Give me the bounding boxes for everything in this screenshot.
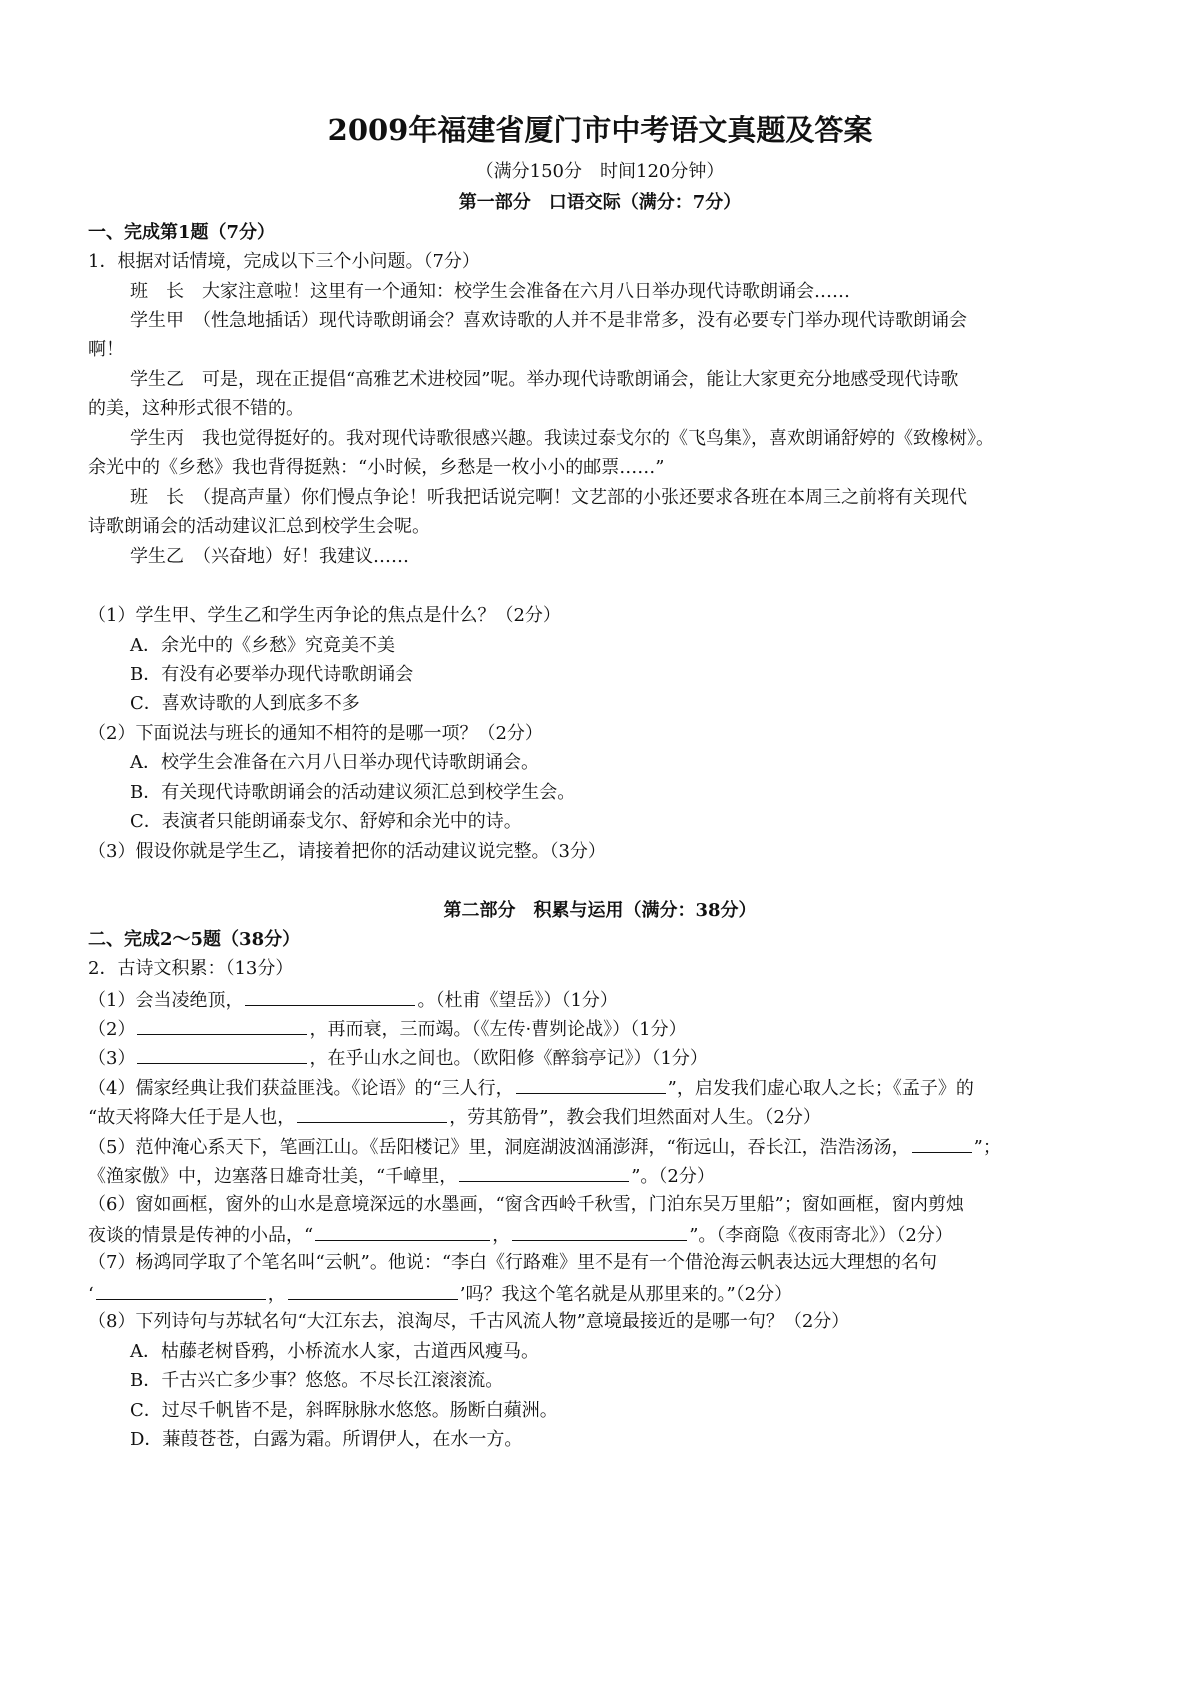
question-8: （8）下列诗句与苏轼名句“大江东去，浪淘尽，千古风流人物”意境最接近的是哪一句？（2分） xyxy=(88,1311,850,1332)
fill-item-5-line2: 《渔家傲》中，边塞落日雄奇壮美，“千嶂里， ”。（2分） xyxy=(88,1163,1120,1189)
fill-item-6-line1: （6）窗如画框，窗外的山水是意境深远的水墨画，“窗含西岭千秋雪，门泊东吴万里船”；窗如画框，窗内剪烛 xyxy=(88,1194,964,1215)
option-c: C．表演者只能朗诵泰戈尔、舒婷和余光中的诗。 xyxy=(130,811,522,832)
answer-blank[interactable] xyxy=(245,987,415,1006)
answer-blank[interactable] xyxy=(912,1134,972,1153)
answer-blank[interactable] xyxy=(459,1163,629,1182)
option-a: A．余光中的《乡愁》究竟美不美 xyxy=(130,635,395,656)
fill-item-4-line2: “故天将降大任于是人也， ，劳其筋骨”，教会我们坦然面对人生。（2分） xyxy=(88,1104,1120,1130)
answer-blank[interactable] xyxy=(137,1016,307,1035)
answer-blank[interactable] xyxy=(516,1075,666,1094)
exam-meta: （满分150分 时间120分钟） xyxy=(475,161,725,182)
answer-blank[interactable] xyxy=(512,1222,687,1241)
option-a: A．枯藤老树昏鸦，小桥流水人家，古道西风瘦马。 xyxy=(130,1341,539,1362)
question-2-intro: 2．古诗文积累：（13分） xyxy=(88,958,294,979)
option-a: A．校学生会准备在六月八日举办现代诗歌朗诵会。 xyxy=(130,752,539,773)
answer-blank[interactable] xyxy=(96,1281,266,1300)
dialogue-line: 班 长 大家注意啦！这里有一个通知：校学生会准备在六月八日举办现代诗歌朗诵会…… xyxy=(130,281,850,302)
dialogue-line: 诗歌朗诵会的活动建议汇总到校学生会呢。 xyxy=(88,516,430,537)
answer-blank[interactable] xyxy=(297,1104,447,1123)
option-b: B．千古兴亡多少事？悠悠。不尽长江滚滚流。 xyxy=(130,1370,504,1391)
fill-item-4-line1: （4）儒家经典让我们获益匪浅。《论语》的“三人行， ”，启发我们虚心取人之长；《孟子》的 xyxy=(88,1075,1120,1101)
dialogue-line: 学生丙 我也觉得挺好的。我对现代诗歌很感兴趣。我读过泰戈尔的《飞鸟集》，喜欢朗诵舒婷的《致橡树》。 xyxy=(130,428,994,449)
fill-item-1: （1）会当凌绝顶， 。（杜甫《望岳》）（1分） xyxy=(88,987,1120,1013)
subquestion-2: （2）下面说法与班长的通知不相符的是哪一项？（2分） xyxy=(88,723,543,744)
option-d: D．蒹葭苍苍，白露为霜。所谓伊人，在水一方。 xyxy=(130,1429,523,1450)
part1-heading: 第一部分 口语交际（满分：7分） xyxy=(458,192,742,213)
option-c: C．喜欢诗歌的人到底多不多 xyxy=(130,693,360,714)
subquestion-3: （3）假设你就是学生乙，请接着把你的活动建议说完整。（3分） xyxy=(88,841,606,862)
fill-item-7-line1: （7）杨鸿同学取了个笔名叫“云帆”。他说：“李白《行路难》里不是有一个借沧海云帆表达远大理想的名句 xyxy=(88,1252,938,1273)
option-b: B．有关现代诗歌朗诵会的活动建议须汇总到校学生会。 xyxy=(130,782,576,803)
dialogue-line: 学生甲 （性急地插话）现代诗歌朗诵会？喜欢诗歌的人并不是非常多，没有必要专门举办现代诗歌朗诵会 xyxy=(130,310,967,331)
page-title: 2009年福建省厦门市中考语文真题及答案 xyxy=(327,113,873,147)
dialogue-line: 啊！ xyxy=(88,339,124,360)
part2-heading: 第二部分 积累与运用（满分：38分） xyxy=(443,900,757,921)
option-b: B．有没有必要举办现代诗歌朗诵会 xyxy=(130,664,414,685)
subquestion-1: （1）学生甲、学生乙和学生丙争论的焦点是什么？（2分） xyxy=(88,605,561,626)
dialogue-line: 余光中的《乡愁》我也背得挺熟：“小时候，乡愁是一枚小小的邮票……” xyxy=(88,457,665,478)
dialogue-line: 学生乙 可是，现在正提倡“高雅艺术进校园”呢。举办现代诗歌朗诵会，能让大家更充分地感受现代诗歌 xyxy=(130,369,959,390)
section-1-heading: 一、完成第1题（7分） xyxy=(88,222,276,243)
fill-item-7-line2: ‘ ， ’吗？我这个笔名就是从那里来的。”（2分） xyxy=(88,1281,1120,1307)
fill-item-6-line2: 夜谈的情景是传神的小品，“ ， ”。（李商隐《夜雨寄北》）（2分） xyxy=(88,1222,1120,1248)
dialogue-line: 的美，这种形式很不错的。 xyxy=(88,398,304,419)
dialogue-line: 学生乙 （兴奋地）好！我建议…… xyxy=(130,546,409,567)
fill-item-5-line1: （5）范仲淹心系天下，笔画江山。《岳阳楼记》里，洞庭湖波汹涌澎湃，“衔远山，吞长江，浩浩汤汤， ”； xyxy=(88,1134,1120,1160)
fill-item-2: （2） ，再而衰，三而竭。（《左传·曹刿论战》）（1分） xyxy=(88,1016,1120,1042)
section-2-heading: 二、完成2～5题（38分） xyxy=(88,929,301,950)
question-1-intro: 1．根据对话情境，完成以下三个小问题。（7分） xyxy=(88,251,480,272)
answer-blank[interactable] xyxy=(137,1045,307,1064)
option-c: C．过尽千帆皆不是，斜晖脉脉水悠悠。肠断白蘋洲。 xyxy=(130,1400,558,1421)
answer-blank[interactable] xyxy=(315,1222,490,1241)
fill-item-3: （3） ，在乎山水之间也。（欧阳修《醉翁亭记》）（1分） xyxy=(88,1045,1120,1071)
dialogue-line: 班 长 （提高声量）你们慢点争论！听我把话说完啊！文艺部的小张还要求各班在本周三之前将有关现代 xyxy=(130,487,967,508)
answer-blank[interactable] xyxy=(288,1281,458,1300)
